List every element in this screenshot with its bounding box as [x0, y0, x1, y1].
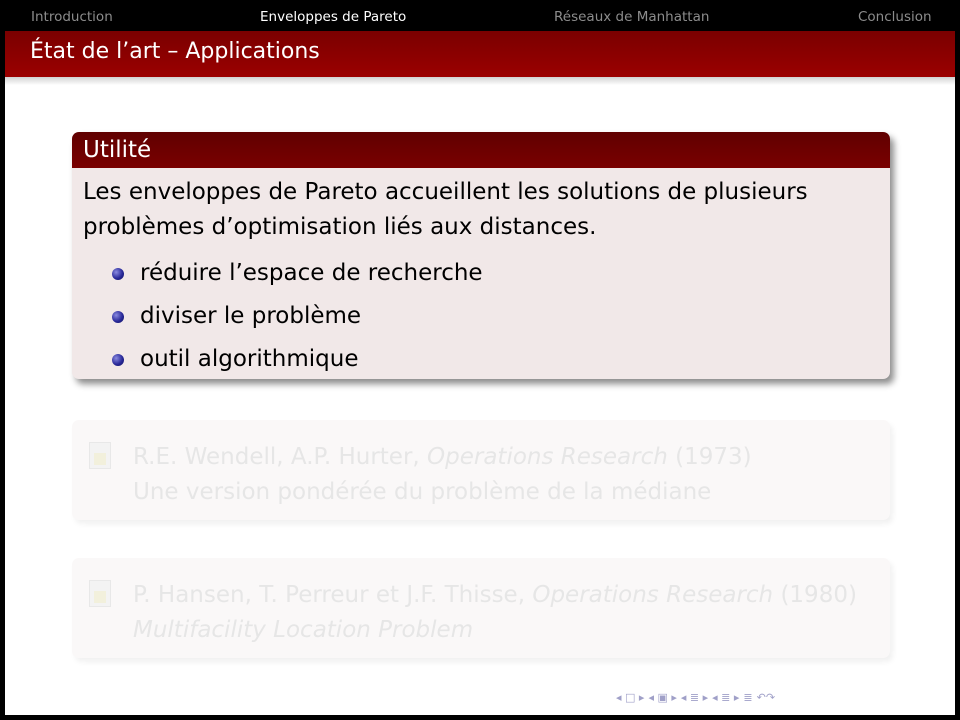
search-icon[interactable]: ↶↷	[756, 691, 776, 704]
block-title: Utilité	[72, 132, 890, 168]
bullet-icon	[112, 354, 124, 366]
reference-authors: P. Hansen, T. Perreur et J.F. Thisse,	[133, 582, 533, 608]
bullet-list	[83, 252, 879, 379]
reference-authors: R.E. Wendell, A.P. Hurter,	[133, 444, 428, 470]
frame-title: État de l’art – Applications	[30, 39, 320, 64]
bullet-text: réduire l’espace de recherche	[140, 260, 483, 286]
bullet-item	[83, 252, 879, 295]
section-navbar	[5, 5, 955, 31]
bullet-text: outil algorithmique	[140, 346, 359, 372]
reference-year: (1973)	[667, 444, 752, 470]
reference-journal: Operations Research	[427, 444, 668, 470]
frame-title-bar	[5, 31, 955, 77]
block-intro-line-2: problèmes d’optimisation liés aux distances.	[83, 214, 597, 240]
subsection-nav-icon[interactable]: ◂ ▣ ▸	[648, 691, 677, 704]
reference-citation	[133, 444, 752, 470]
bullet-icon	[112, 311, 124, 323]
nav-section-conclusion[interactable]: Conclusion	[858, 9, 932, 25]
nav-section-manhattan[interactable]: Réseaux de Manhattan	[554, 9, 710, 25]
reference-citation	[133, 582, 857, 608]
reference-description: Une version pondérée du problème de la médiane	[133, 479, 712, 505]
reference-journal: Operations Research	[532, 582, 774, 608]
block-body	[72, 168, 890, 379]
align-icon[interactable]: ≣	[743, 691, 753, 704]
reference-description: Multifacility Location Problem	[133, 617, 474, 643]
bullet-item	[83, 295, 879, 338]
bullet-item	[83, 338, 879, 379]
utility-block	[72, 132, 890, 379]
article-icon	[89, 442, 111, 469]
reference-block-wendell	[72, 420, 890, 520]
title-shadow	[5, 77, 955, 85]
bullet-text: diviser le problème	[140, 303, 362, 329]
nav-section-pareto[interactable]: Enveloppes de Pareto	[260, 9, 407, 25]
slide	[5, 5, 955, 715]
subsection2-nav-icon[interactable]: ◂ ≣ ▸	[712, 691, 740, 704]
frame-nav-icon[interactable]: ◂ □ ▸	[616, 691, 645, 704]
reference-block-hansen	[72, 558, 890, 658]
block-intro-line-1: Les enveloppes de Pareto accueillent les solutions de plusieurs	[83, 179, 808, 205]
reference-year: (1980)	[773, 582, 857, 608]
nav-section-introduction[interactable]: Introduction	[31, 9, 113, 25]
bullet-icon	[112, 268, 124, 280]
section-nav-icon[interactable]: ◂ ≣ ▸	[680, 691, 709, 704]
article-icon	[89, 580, 111, 607]
beamer-navigation-symbols	[615, 691, 776, 707]
